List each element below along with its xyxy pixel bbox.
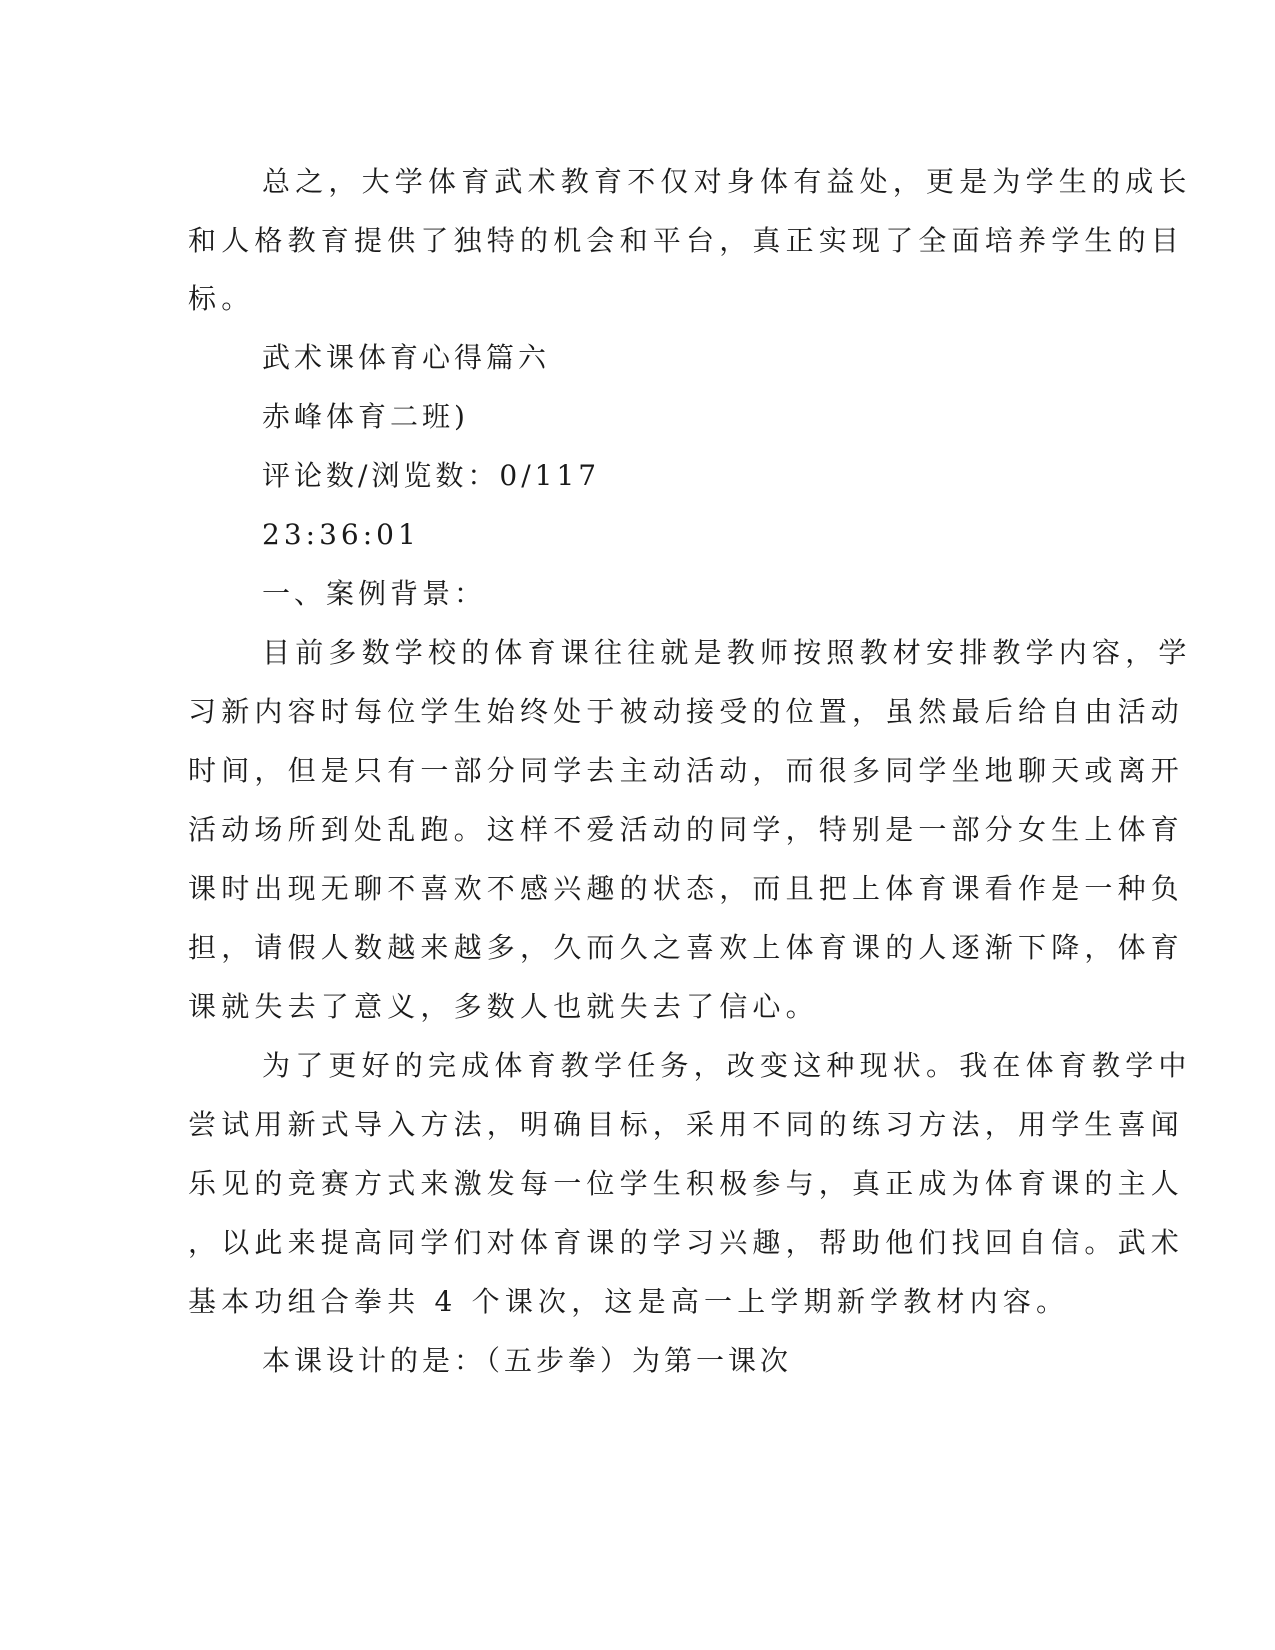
para1-line-2: 和人格教育提供了独特的机会和平台，真正实现了全面培养学生的目: [188, 224, 1185, 257]
para2-line-7: 课就失去了意义，多数人也就失去了信心。: [188, 990, 819, 1023]
section-heading: 一、案例背景：: [262, 577, 487, 610]
article-title: 武术课体育心得篇六: [262, 341, 551, 374]
para2-line-6: 担，请假人数越来越多，久而久之喜欢上体育课的人逐渐下降，体育: [188, 931, 1185, 964]
para2-line-4: 活动场所到处乱跑。这样不爱活动的同学，特别是一部分女生上体育: [188, 813, 1185, 846]
para3-line-4: ，以此来提高同学们对体育课的学习兴趣，帮助他们找回自信。武术: [188, 1226, 1185, 1259]
para4-line: 本课设计的是：（五步拳）为第一课次: [262, 1344, 793, 1377]
para3-line-2: 尝试用新式导入方法，明确目标，采用不同的练习方法，用学生喜闻: [188, 1108, 1185, 1141]
para2-line-3: 时间，但是只有一部分同学去主动活动，而很多同学坐地聊天或离开: [188, 754, 1185, 787]
stats-line: 评论数/浏览数：0/117: [262, 459, 601, 492]
para3-line-1: 为了更好的完成体育教学任务，改变这种现状。我在体育教学中: [262, 1049, 1192, 1082]
para2-line-5: 课时出现无聊不喜欢不感兴趣的状态，而且把上体育课看作是一种负: [188, 872, 1185, 905]
para3-line-3: 乐见的竞赛方式来激发每一位学生积极参与，真正成为体育课的主人: [188, 1167, 1185, 1200]
para2-line-2: 习新内容时每位学生始终处于被动接受的位置，虽然最后给自由活动: [188, 695, 1185, 728]
para3-line-5: 基本功组合拳共 4 个课次，这是高一上学期新学教材内容。: [188, 1285, 1070, 1318]
para1-line-3: 标。: [188, 282, 255, 315]
class-line: 赤峰体育二班): [262, 400, 469, 433]
time-line: 23:36:01: [262, 518, 420, 551]
para1-line-1: 总之，大学体育武术教育不仅对身体有益处，更是为学生的成长: [262, 165, 1192, 198]
para2-line-1: 目前多数学校的体育课往往就是教师按照教材安排教学内容，学: [262, 636, 1192, 669]
